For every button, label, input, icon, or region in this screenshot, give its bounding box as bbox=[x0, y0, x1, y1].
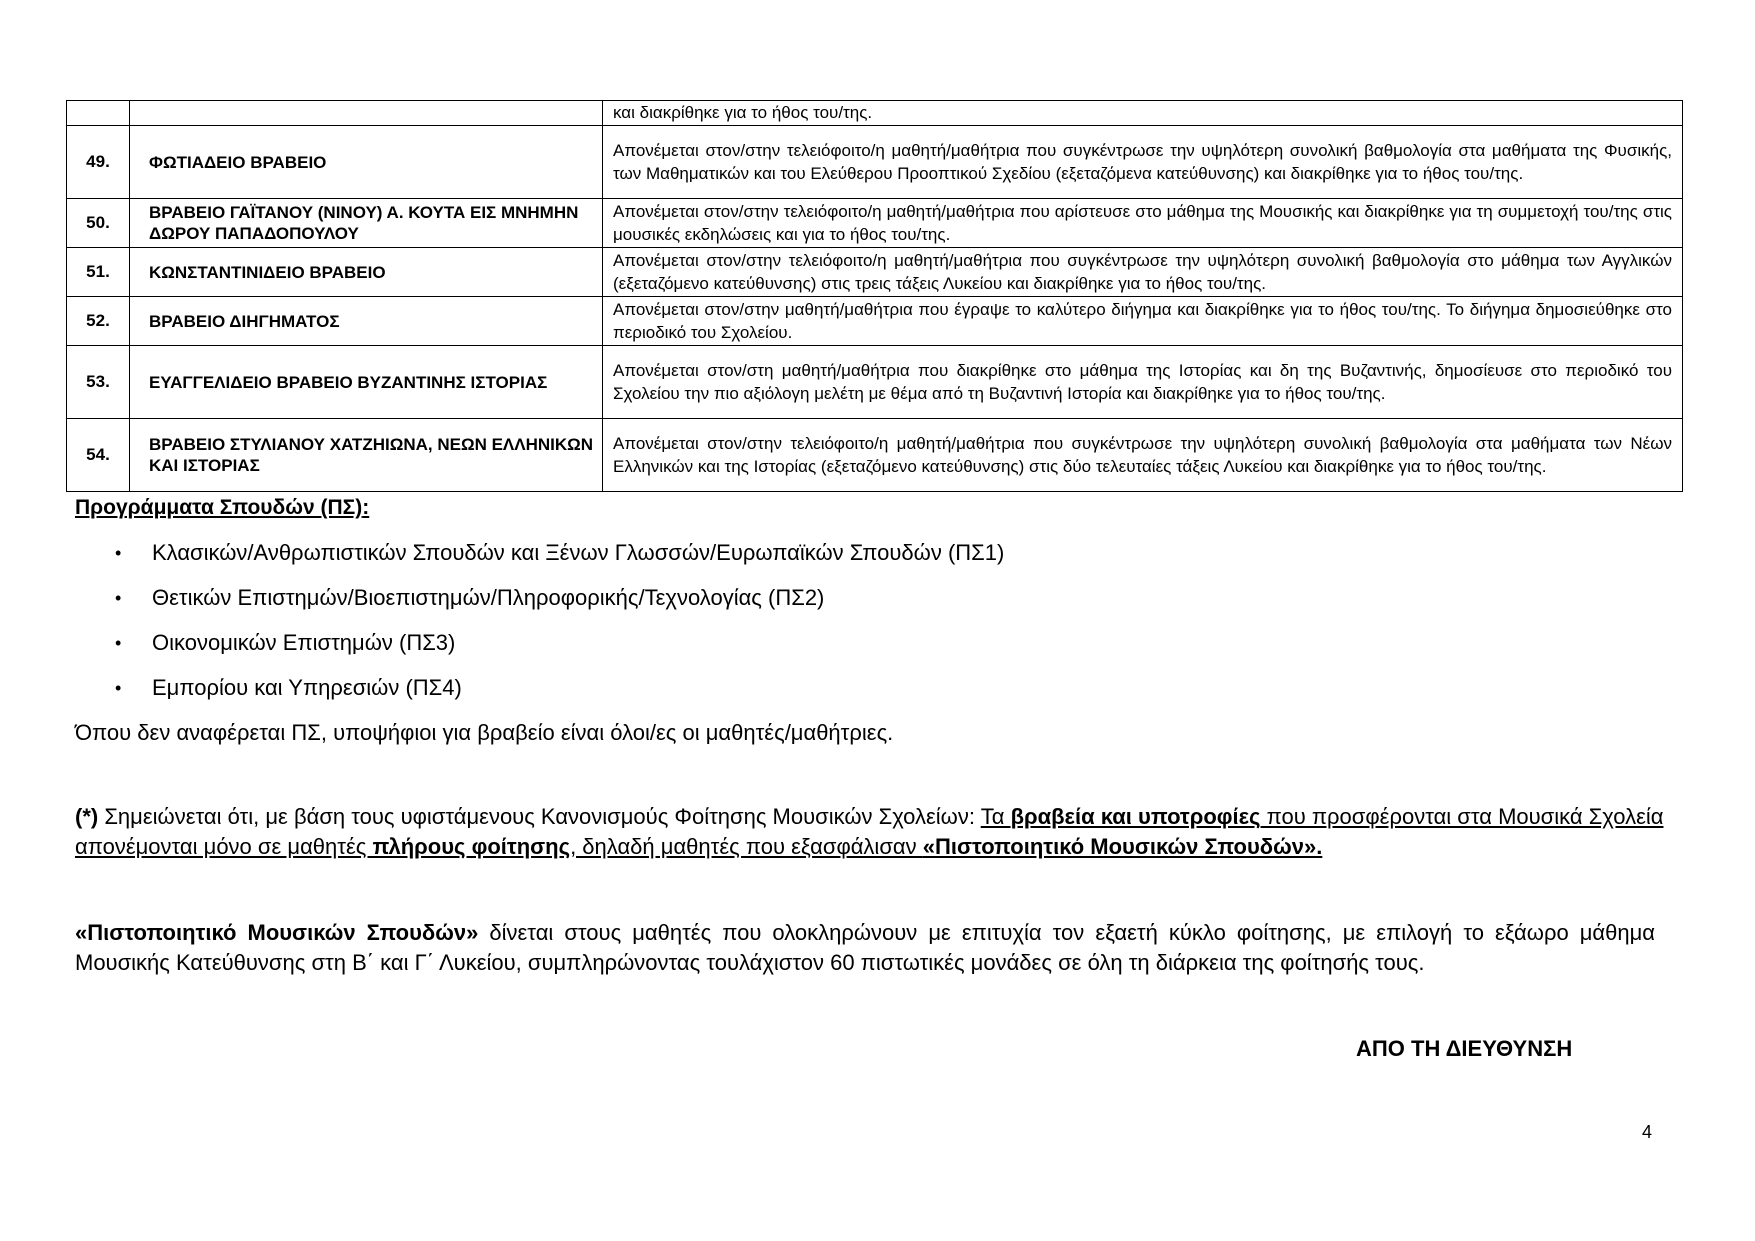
award-number-cell: 49. bbox=[67, 126, 130, 199]
programmes-heading bbox=[75, 496, 369, 520]
list-item bbox=[75, 675, 1004, 720]
awards-table bbox=[66, 100, 1683, 492]
table-row bbox=[67, 126, 1683, 199]
award-number-cell: 54. bbox=[67, 419, 130, 492]
music-note-bold-1: βραβεία και υποτροφίες bbox=[1010, 804, 1261, 829]
award-description-cell: Απονέμεται στον/στην τελειόφοιτο/η μαθητή/μαθήτρια που συγκέντρωσε την υψηλότερη συνολική βαθμολογία στο μάθημα των Αγγλικών (εξεταζόμενο κατεύθυνσης) στις τρεις τάξεις Λυκείου και διακρίθηκε για το ήθος του/της. bbox=[603, 248, 1683, 297]
music-note-underlined-3: , δηλαδή μαθητές που εξασφάλισαν bbox=[570, 834, 923, 859]
award-number-cell bbox=[67, 101, 130, 126]
award-description-cell: Απονέμεται στον/στην τελειόφοιτο/η μαθητή/μαθήτρια που αρίστευσε στο μάθημα της Μουσικής και διακρίθηκε για τη συμμετοχή του/της στις μουσικές εκδηλώσεις και για το ήθος του/της. bbox=[603, 199, 1683, 248]
programme-label: Κλασικών/Ανθρωπιστικών Σπουδών και Ξένων Γλωσσών/Ευρωπαϊκών Σπουδών (ΠΣ1) bbox=[152, 540, 1005, 565]
programmes-list bbox=[75, 540, 1004, 720]
signature: ΑΠΟ ΤΗ ΔΙΕΥΘΥΝΣΗ bbox=[1356, 1036, 1573, 1061]
award-name-cell: ΒΡΑΒΕΙΟ ΓΑΪΤΑΝΟΥ (ΝΙΝΟΥ) Α. ΚΟΥΤΑ ΕΙΣ ΜΝΗΜΗΝ ΔΩΡΟΥ ΠΑΠΑΔΟΠΟΥΛΟΥ bbox=[130, 199, 603, 248]
table-row bbox=[67, 297, 1683, 346]
asterisk-mark: (*) bbox=[75, 804, 99, 829]
list-item bbox=[75, 630, 1004, 675]
award-number-cell: 51. bbox=[67, 248, 130, 297]
programmes-heading-text: Προγράμματα Σπουδών (ΠΣ) bbox=[75, 496, 363, 519]
list-item bbox=[75, 540, 1004, 585]
award-number-cell: 52. bbox=[67, 297, 130, 346]
music-schools-note bbox=[75, 802, 1675, 862]
award-number-cell: 50. bbox=[67, 199, 130, 248]
award-description-cell: Απονέμεται στον/στην τελειόφοιτο/η μαθητή/μαθήτρια που συγκέντρωσε την υψηλότερη συνολική βαθμολογία στα μαθήματα των Νέων Ελληνικών και της Ιστορίας (εξεταζόμενο κατεύθυνσης) στις δύο τελευταίες τάξεις Λυκείου και διακρίθηκε για το ήθος του/της. bbox=[603, 419, 1683, 492]
bullet-icon: • bbox=[115, 678, 122, 698]
music-note-underlined-1: Τα bbox=[980, 804, 1011, 829]
award-description-cell: Απονέμεται στον/στην τελειόφοιτο/η μαθητή/μαθήτρια που συγκέντρωσε την υψηλότερη συνολική βαθμολογία στα μαθήματα της Φυσικής, των Μαθηματικών και του Ελεύθερου Προοπτικού Σχεδίου (εξεταζόμενα κατεύθυνσης) και διακρίθηκε για το ήθος του/της. bbox=[603, 126, 1683, 199]
bullet-icon: • bbox=[115, 543, 122, 563]
award-description-cell: Απονέμεται στον/στη μαθητή/μαθήτρια που διακρίθηκε στο μάθημα της Ιστορίας και δη της Βυζαντινής, δημοσίευσε στο περιοδικό του Σχολείου την πιο αξιόλογη μελέτη με θέμα από τη Βυζαντινή Ιστορία και διακρίθηκε για το ήθος του/της. bbox=[603, 346, 1683, 419]
programmes-note: Όπου δεν αναφέρεται ΠΣ, υποψήφιοι για βραβείο είναι όλοι/ες οι μαθητές/μαθήτριες. bbox=[75, 720, 894, 745]
programme-label: Εμπορίου και Υπηρεσιών (ΠΣ4) bbox=[152, 675, 462, 700]
bullet-icon: • bbox=[115, 588, 122, 608]
table-row bbox=[67, 346, 1683, 419]
award-name-cell: ΦΩΤΙΑΔΕΙΟ ΒΡΑΒΕΙΟ bbox=[130, 126, 603, 199]
music-note-bold-2: πλήρους φοίτησης bbox=[372, 834, 571, 859]
music-note-underlined-2: που προσφέρονται στα Μουσικά Σχολεία απονέμονται μόνο σε μαθητές bbox=[75, 804, 1664, 859]
award-name-cell: ΕΥΑΓΓΕΛΙΔΕΙΟ ΒΡΑΒΕΙΟ ΒΥΖΑΝΤΙΝΗΣ ΙΣΤΟΡΙΑΣ bbox=[130, 346, 603, 419]
page-number: 4 bbox=[1642, 1122, 1653, 1142]
award-name-cell: ΒΡΑΒΕΙΟ ΣΤΥΛΙΑΝΟΥ ΧΑΤΖΗΙΩΝΑ, ΝΕΩΝ ΕΛΛΗΝΙΚΩΝ ΚΑΙ ΙΣΤΟΡΙΑΣ bbox=[130, 419, 603, 492]
certificate-paragraph bbox=[75, 918, 1655, 978]
award-name-cell: ΚΩΝΣΤΑΝΤΙΝΙΔΕΙΟ ΒΡΑΒΕΙΟ bbox=[130, 248, 603, 297]
bullet-icon: • bbox=[115, 633, 122, 653]
certificate-text: δίνεται στους μαθητές που ολοκληρώνουν με επιτυχία τον εξαετή κύκλο φοίτησης, με επιλογή το εξάωρο μάθημα Μουσικής Κατεύθυνσης στη Β΄ και Γ΄ Λυκείου, συμπληρώνοντας τουλάχιστον 60 πιστωτικές μονάδες σε όλη τη διάρκεια της φοίτησής τους. bbox=[75, 920, 1655, 975]
programme-label: Οικονομικών Επιστημών (ΠΣ3) bbox=[152, 630, 456, 655]
award-name-cell bbox=[130, 101, 603, 126]
table-row bbox=[67, 199, 1683, 248]
award-number-cell: 53. bbox=[67, 346, 130, 419]
table-row bbox=[67, 248, 1683, 297]
music-note-intro: Σημειώνεται ότι, με βάση τους υφιστάμενους Κανονισμούς Φοίτησης Μουσικών Σχολείων: bbox=[98, 804, 981, 829]
programmes-heading-colon: : bbox=[362, 496, 370, 519]
award-description-cell: Απονέμεται στον/στην μαθητή/μαθήτρια που έγραψε το καλύτερο διήγημα και διακρίθηκε για το ήθος του/της. Το διήγημα δημοσιεύθηκε στο περιοδικό του Σχολείου. bbox=[603, 297, 1683, 346]
list-item bbox=[75, 585, 1004, 630]
award-description-cell: και διακρίθηκε για το ήθος του/της. bbox=[603, 101, 1683, 126]
certificate-term: «Πιστοποιητικό Μουσικών Σπουδών» bbox=[75, 920, 479, 945]
award-name-cell: ΒΡΑΒΕΙΟ ΔΙΗΓΗΜΑΤΟΣ bbox=[130, 297, 603, 346]
music-note-bold-3: «Πιστοποιητικό Μουσικών Σπουδών». bbox=[922, 834, 1323, 859]
programme-label: Θετικών Επιστημών/Βιοεπιστημών/Πληροφορικής/Τεχνολογίας (ΠΣ2) bbox=[152, 585, 825, 610]
table-row bbox=[67, 419, 1683, 492]
table-row bbox=[67, 101, 1683, 126]
